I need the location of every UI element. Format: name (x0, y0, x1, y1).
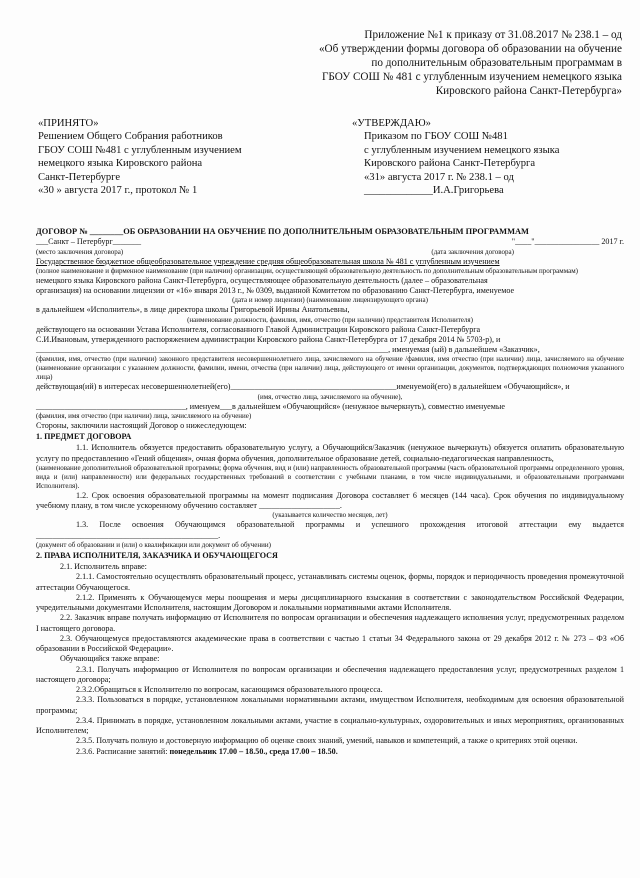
director-text: в дальнейшем «Исполнитель», в лице директора школы Григорьевой Ирины Анатольевны, (36, 305, 350, 315)
accepted-line: ГБОУ СОШ №481 с углубленным изучением (38, 144, 242, 156)
clause-1-3-note: (документ об образовании и (или) о квалификации или документ об обучении) (36, 540, 271, 549)
clause-1-2: 1.2. Срок освоения образовательной программы на момент подписания Договора составляет 6 месяцев (144 часа). Срок обучения по индивидуальному учебному плану, в том числе ускоренному обучению составляет ____________________. (36, 490, 624, 510)
charter-text-2: С.И.Ивановым, утвержденного распоряжением администрации Кировского района Санкт-Петербурга от 17 декабря 2014 № 5703-р), и (36, 334, 501, 344)
executor-name-note: (полное наименование и фирменное наименование (при наличии) организации, осуществляющей образовательную деятельность по дополнительным образовательным программам) (36, 266, 578, 275)
clause-2-1: 2.1. Исполнитель вправе: (60, 562, 147, 571)
approved-line: «УТВЕРЖДАЮ» (352, 118, 431, 129)
clause-2-1-2: 2.1.2. Применять к Обучающемуся меры поощрения и меры дисциплинарного взыскания в соответствии с законодательством Российской Федерации, учредительными документами Исполнителя, настоящим Договором и локальными нормативными актами Исполнителя. (36, 592, 624, 612)
schedule-value: понедельник 17.00 – 18.50., среда 17.00 – 18.50. (169, 746, 338, 756)
clause-1-2-note: (указывается количество месяцев, лет) (272, 511, 388, 520)
clause-1-1: 1.1. Исполнитель обязуется предоставить образовательную услугу, а Обучающийся/Заказчик (ненужное вычеркнуть) обязуется оплатить образовательную услугу по предоставлению «Гений общения», очная форма обучения, дополнительное образование детей, социально-педагогическая направленность, (36, 443, 624, 463)
schedule-label: 2.3.6. Расписание занятий: (76, 746, 170, 756)
clause-2-3: 2.3. Обучающемуся предоставляются академические права в соответствии с частью 1 статьи 34 Федерального закона от 29 декабря 2012 г. № 273 – ФЗ «Об образовании в Российской Федерации». (36, 633, 624, 653)
executor-text: немецкого языка Кировского района Санкт-Петербурга, осуществляющее образовательную деятельность (далее – образовательная (36, 275, 488, 285)
place-date-row (36, 237, 624, 247)
director-note: (наименование должности, фамилия, имя, отчество (при наличии) представителя Исполнителя) (187, 315, 473, 324)
approved-line: Кировского района Санкт-Петербурга (364, 158, 536, 170)
clause-2-3-5: 2.3.5. Получать полную и достоверную информацию об оценке своих знаний, умений, навыков и компетенций, а также о критериях этой оценки. (76, 736, 578, 746)
clause-2-2: 2.2. Заказчик вправе получать информацию от Исполнителя по вопросам организации и обеспечения надлежащего исполнения услуг, предусмотренных разделом I настоящего договора. (36, 613, 624, 633)
header-line: ГБОУ СОШ № 481 с углубленным изучением немецкого языка (321, 71, 622, 83)
place-date-notes (36, 248, 624, 257)
clause-2-3-3: 2.3.3. Пользоваться в порядке, установленном локальными нормативными актами, имуществом Исполнителя, необходимым для освоения образовательной программы; (36, 695, 624, 715)
contract-title: ДОГОВОР № ________ОБ ОБРАЗОВАНИИ НА ОБУЧЕНИЕ ПО ДОПОЛНИТЕЛЬНЫМ ОБРАЗОВАТЕЛЬНЫМ ПРОГРАММАМ (36, 227, 529, 236)
order-header (222, 28, 622, 98)
accepted-line: «ПРИНЯТО» (38, 118, 99, 129)
clause-2-3-6 (36, 747, 624, 757)
license-note: (дата и номер лицензии) (наименование лицензирующего органа) (232, 296, 428, 305)
parties-text: Стороны, заключили настоящий Договор о нижеследующем: (36, 420, 247, 430)
date-note: (дата заключения договора) (431, 247, 514, 256)
student-text: действующая(ий) в интересах несовершеннолетней(его)_________________________________________именуемой(его) в дальнейшем «Обучающийся», и (36, 382, 570, 392)
accepted-line: немецкого языка Кировского района (38, 158, 203, 170)
clause-2-3-intro: Обучающийся также вправе: (60, 654, 160, 664)
header-line: по дополнительным образовательным программам в (371, 57, 622, 69)
header-line: Приложение №1 к приказу от 31.08.2017 № 238.1 – од (364, 29, 622, 41)
section-2-heading: 2. ПРАВА ИСПОЛНИТЕЛЯ, ЗАКАЗЧИКА И ОБУЧАЮЩЕГОСЯ (36, 550, 278, 560)
student-note: (имя, отчество лица, зачисляемого на обучение), (257, 392, 403, 401)
executor-name: Государственное бюджетное общеобразовательное учреждение средняя общеобразовательная школа № 481 с углубленным изучением (36, 256, 500, 266)
contract-place: ___Санкт – Петербург_______ (36, 237, 142, 247)
charter-text: действующего на основании Устава Исполнителя, согласованного Главой Администрации Кировского района Санкт-Петербурга (36, 324, 481, 334)
clause-2-3-1: 2.3.1. Получать информацию от Исполнителя по вопросам организации и обеспечения надлежащего предоставления услуг, предусмотренных разделом 1 настоящего договора; (36, 664, 624, 684)
accepted-line: Решением Общего Собрания работников (38, 131, 223, 143)
clause-1-1-note: (наименование дополнительной образовательной программы; форма обучения, вид и (или) направленность образовательной программы (часть образовательной программы определенного уровня, вида и (или) направленности) или федеральных государственных требований в соответствии с учебными планами, в том числе индивидуальными, и образовательными программами Исполнителя). (36, 463, 624, 490)
section-1-heading: 1. ПРЕДМЕТ ДОГОВОРА (36, 432, 132, 441)
contract-date: "____"________________ 2017 г. (511, 237, 624, 247)
header-line: Кировского района Санкт-Петербурга» (435, 85, 622, 97)
clause-2-3-2: 2.3.2.Обращаться к Исполнителю по вопросам, касающимся образовательного процесса. (76, 685, 383, 694)
signature-line: _____________И.А.Григорьева (364, 185, 504, 197)
license-text: организация) на основании лицензии от «16» января 2013 г., № 0309, выданной Комитетом по образованию Санкт-Петербурга, именуемое (36, 286, 515, 295)
clause-2-1-1: 2.1.1. Самостоятельно осуществлять образовательный процесс, устанавливать системы оценок, формы, порядок и периодичность проведения промежуточной аттестации Обучающегося. (36, 572, 624, 592)
customer-note: (фамилия, имя, отчество (при наличии) законного представителя несовершеннолетнего лица, зачисляемого на обучение /фамилия, имя отчество (при наличии) лица, зачисляемого на обучение (наименование организации с указанием должности, фамилии, имени, отчества (при наличии) лица, действующего от имени организации, документов, подтверждающих полномочия указанного лица) (36, 355, 624, 382)
approved-block (352, 117, 622, 197)
clause-2-3-4: 2.3.4. Принимать в порядке, установленном локальными актами, участие в социально-культурных, оздоровительных и иных мероприятиях, организованных Исполнителем; (36, 715, 624, 735)
header-line: «Об утверждении формы договора об образовании на обучение (318, 43, 622, 55)
place-note: (место заключения договора) (36, 247, 124, 256)
approved-line: «31» августа 2017 г. № 238.1 – од (364, 171, 514, 183)
accepted-block (38, 117, 318, 197)
clause-1-3: 1.3. После освоения Обучающимся образовательной программы и успешного прохождения итоговой аттестации ему выдается _____________________________________________. (36, 520, 624, 540)
contract-body (36, 227, 624, 757)
approved-line: с углубленным изучением немецкого языка (364, 144, 560, 156)
student-text-2: _____________________________________, именуем___в дальнейшем «Обучающийся» (ненужное вычеркнуть), совместно именуемые (36, 401, 505, 411)
approved-line: Приказом по ГБОУ СОШ №481 (364, 131, 508, 143)
accepted-line: «30 » августа 2017 г., протокол № 1 (38, 185, 198, 197)
customer-text: _______________________________________________________________________________________, именуемая (ый) в дальнейшем «Заказчик», (36, 345, 540, 354)
student-note-2: (фамилия, имя отчество (при наличии) лица, зачисляемого на обучение) (36, 411, 252, 420)
accepted-line: Санкт-Петербурге (38, 171, 121, 183)
